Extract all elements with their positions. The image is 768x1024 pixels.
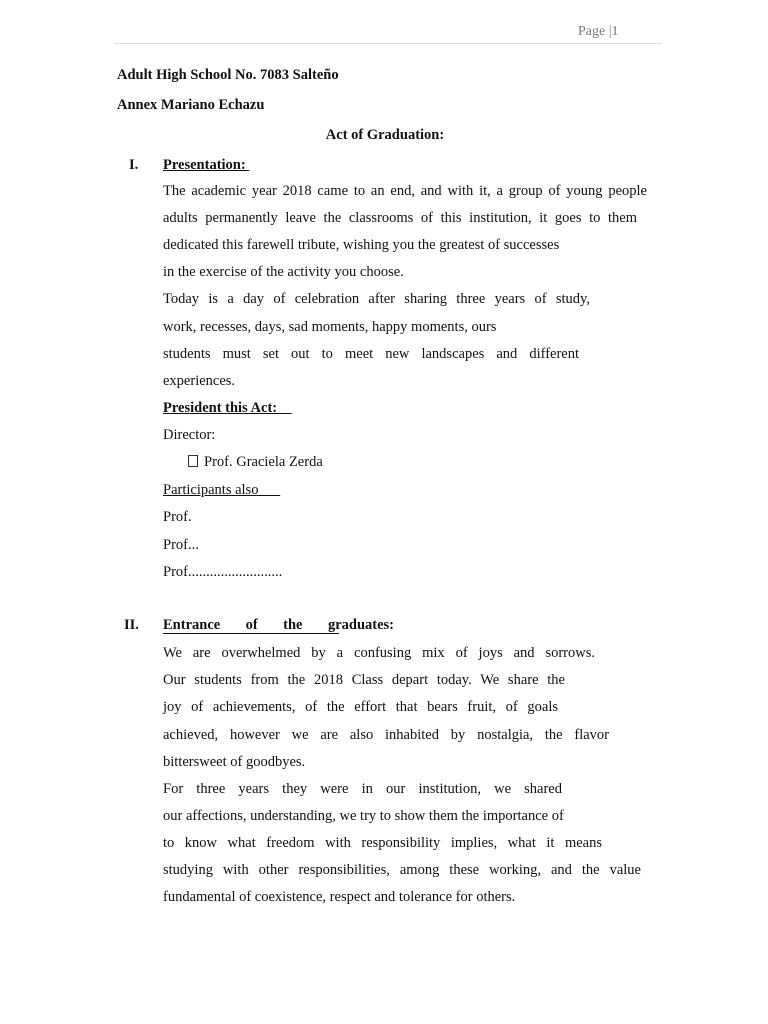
section-2-heading (163, 617, 394, 634)
section-2-line: fundamental of coexistence, respect and tolerance for others. (163, 889, 516, 905)
section-1-line: adults permanently leave the classrooms of this institution, it goes to them (163, 210, 637, 226)
section-1-line: Today is a day of celebration after sharing three years of study, (163, 291, 590, 307)
section-2-line: to know what freedom with responsibility implies, what it means (163, 835, 602, 851)
participant-prof: Prof. (163, 509, 192, 525)
participant-prof: Prof... (163, 537, 199, 553)
document-title (0, 127, 768, 144)
section-1-line: experiences. (163, 373, 236, 389)
section-1-line: in the exercise of the activity you choose. (163, 264, 404, 280)
section-2-heading-word: graduates: (327, 617, 394, 633)
section-1-heading: Presentation: (163, 157, 250, 173)
president-label: President this Act: (163, 400, 292, 416)
section-2-heading-word: of (245, 617, 258, 633)
page-number-header: Page |1 (578, 24, 619, 39)
checkbox-bullet-icon (188, 455, 198, 467)
section-2-heading-word: Entrance (163, 617, 221, 633)
section-2-line: our affections, understanding, we try to show them the importance of (163, 808, 564, 824)
director-list-item (188, 453, 323, 471)
section-2-line: bittersweet of goodbyes. (163, 754, 306, 770)
section-2-numeral: II. (124, 617, 139, 633)
section-2-line: achieved, however we are also inhabited by nostalgia, the flavor (163, 727, 609, 743)
section-1-line: dedicated this farewell tribute, wishing you the greatest of successes (163, 237, 560, 253)
section-2-line: Our students from the 2018 Class depart today. We share the (163, 672, 565, 688)
participants-label: Participants also (163, 482, 281, 498)
participant-prof: Prof.......................... (163, 564, 283, 580)
section-2-line: We are overwhelmed by a confusing mix of joys and sorrows. (163, 645, 595, 661)
section-1-line: students must set out to meet new landscapes and different (163, 346, 579, 362)
section-2-line: For three years they were in our institution, we shared (163, 781, 562, 797)
director-name: Prof. Graciela Zerda (204, 454, 323, 470)
section-2-line: joy of achievements, of the effort that bears fruit, of goals (163, 699, 558, 715)
section-1-numeral: I. (129, 157, 139, 173)
header-rule (114, 43, 662, 44)
school-name: Adult High School No. 7083 Salteño (117, 67, 339, 83)
school-annex: Annex Mariano Echazu (117, 97, 265, 113)
section-2-heading-underline (163, 633, 339, 634)
document-title-text: Act of Graduation: (325, 127, 445, 143)
section-1-line: work, recesses, days, sad moments, happy moments, ours (163, 319, 497, 335)
director-label: Director: (163, 427, 216, 443)
section-2-line: studying with other responsibilities, among these working, and the value (163, 862, 641, 878)
section-2-heading-word: the (283, 617, 303, 633)
section-1-line: The academic year 2018 came to an end, and with it, a group of young people (163, 183, 647, 199)
